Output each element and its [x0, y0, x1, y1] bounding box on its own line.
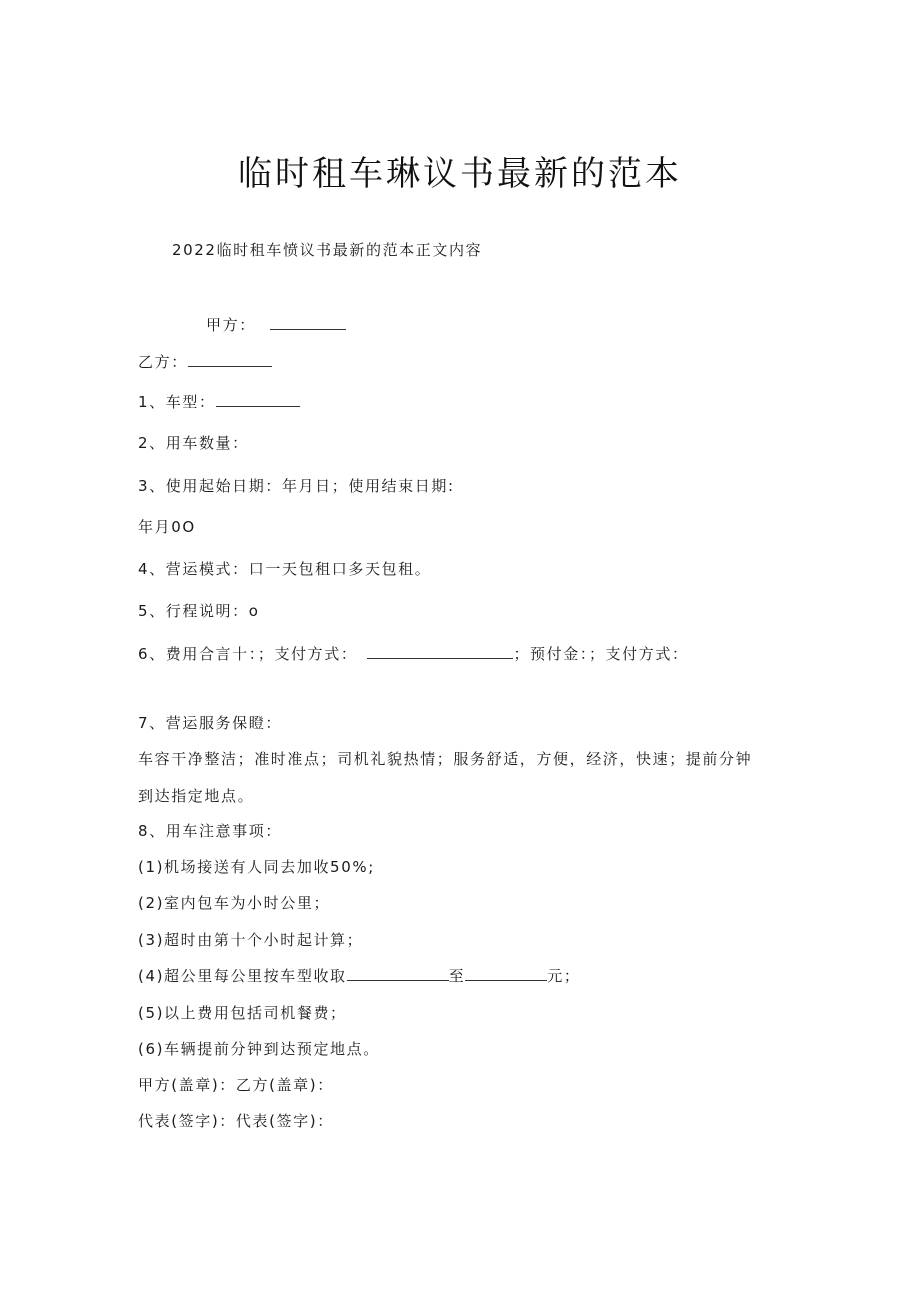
note-5: (5)以上费用包括司机餐费； — [138, 1004, 347, 1022]
signature-line: 代表(签字)：代表(签字)： — [138, 1112, 334, 1130]
item-6-label-a: 6、费用合言十：；支付方式： — [138, 645, 358, 663]
party-b-blank — [188, 352, 272, 367]
item-6-line — [138, 644, 689, 664]
price-max-blank — [465, 966, 547, 981]
item-1-label: 1、车型： — [138, 393, 216, 411]
party-b-label: 乙方： — [138, 353, 188, 371]
document-subtitle: 2022临时租车愤议书最新的范本正文内容 — [172, 241, 483, 259]
note-6: (6)车辆提前分钟到达预定地点。 — [138, 1040, 380, 1058]
party-a-label: 甲方： — [206, 316, 256, 334]
note-3: (3)超时由第十个小时起计算； — [138, 931, 364, 949]
payment-method-blank — [367, 644, 513, 659]
note-4-label-a: (4)超公里每公里按车型收取 — [138, 967, 347, 985]
item-8-line: 8、用车注意事项： — [138, 822, 282, 840]
item-7-body-1: 车容干净整洁；准时准点；司机礼貌热情；服务舒适，方便，经济，快速；提前分钟 — [138, 750, 753, 768]
price-min-blank — [347, 966, 449, 981]
party-a-line — [206, 315, 346, 335]
note-4 — [138, 966, 580, 986]
document-title: 临时租车琳议书最新的范本 — [238, 154, 682, 194]
note-4-label-b: 至 — [448, 967, 466, 985]
item-5-line: 5、行程说明：o — [138, 602, 260, 620]
item-1-line — [138, 392, 300, 412]
item-7-body-2: 到达指定地点。 — [138, 787, 255, 805]
party-b-line — [138, 352, 272, 372]
item-2-line: 2、用车数量： — [138, 434, 249, 452]
item-7-line: 7、营运服务保瞪： — [138, 714, 282, 732]
note-4-label-c: 元； — [547, 967, 581, 985]
note-2: (2)室内包车为小时公里； — [138, 894, 331, 912]
note-1: (1)机场接送有人同去加收50%; — [138, 858, 375, 876]
item-6-label-b: ；预付金：；支付方式： — [513, 645, 689, 663]
party-a-blank — [270, 315, 346, 330]
car-model-blank — [216, 392, 300, 407]
item-3-line: 3、使用起始日期：年月日；使用结束日期: — [138, 477, 455, 495]
item-3-continuation: 年月0O — [138, 518, 196, 536]
item-4-line: 4、营运模式：口一天包租口多天包租。 — [138, 560, 432, 578]
seal-line: 甲方(盖章)：乙方(盖章)： — [138, 1076, 334, 1094]
